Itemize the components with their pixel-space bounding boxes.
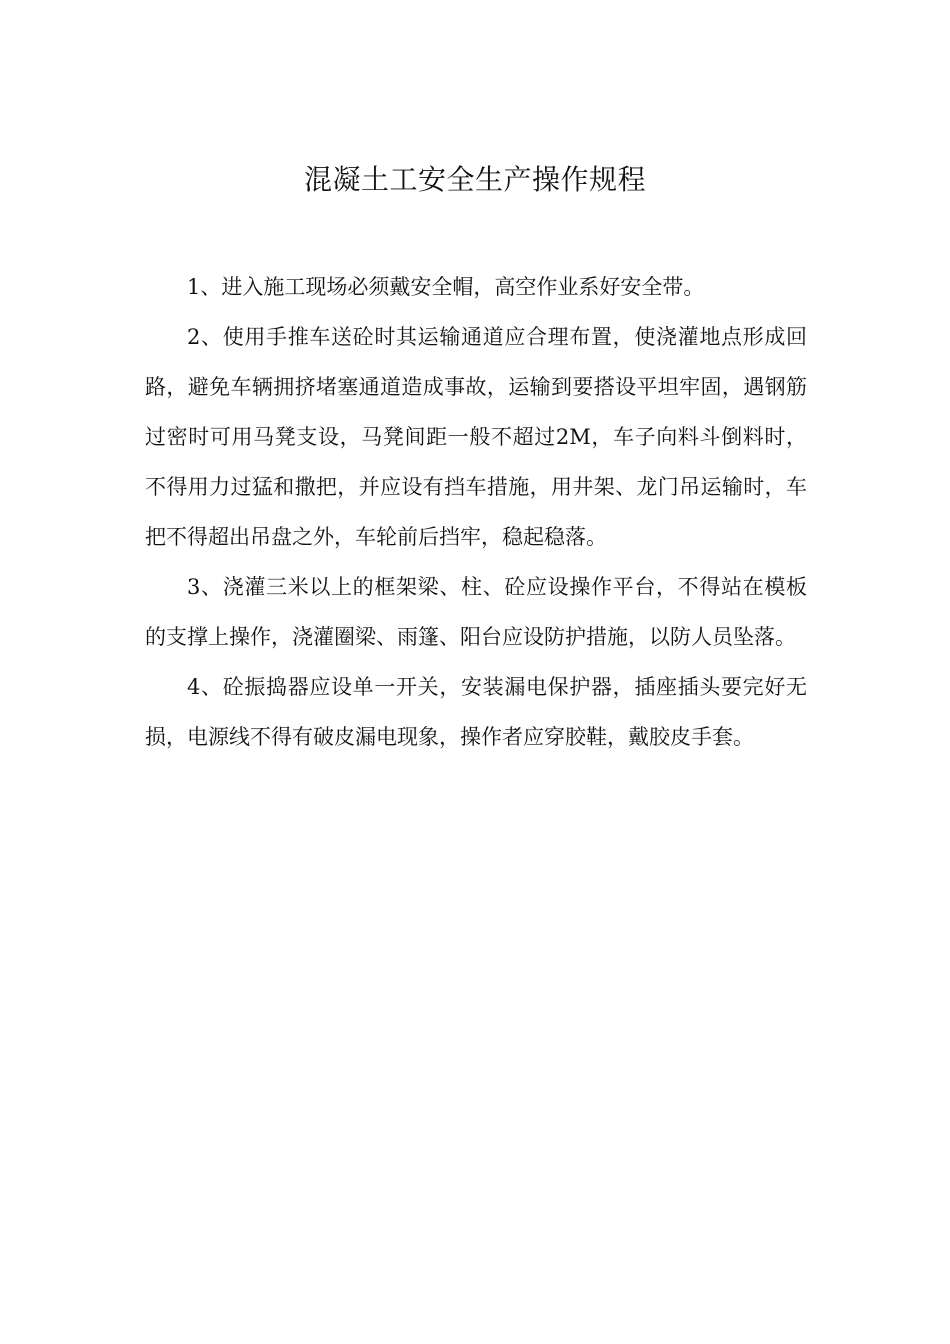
document-body [145, 262, 807, 762]
paragraph-2: 2、使用手推车送砼时其运输通道应合理布置，使浇灌地点形成回路，避免车辆拥挤堵塞通道造成事故，运输到要搭设平坦牢固，遇钢筋过密时可用马凳支设，马凳间距一般不超过2M，车子向料斗倒料时，不得用力过猛和撒把，并应设有挡车措施，用井架、龙门吊运输时，车把不得超出吊盘之外，车轮前后挡牢，稳起稳落。 [145, 325, 807, 549]
paragraph-3: 3、浇灌三米以上的框架梁、柱、砼应设操作平台，不得站在模板的支撑上操作，浇灌圈梁、雨篷、阳台应设防护措施，以防人员坠落。 [145, 575, 807, 649]
paragraph-4: 4、砼振捣器应设单一开关，安装漏电保护器，插座插头要完好无损，电源线不得有破皮漏电现象，操作者应穿胶鞋，戴胶皮手套。 [145, 675, 807, 749]
document-title: 混凝土工安全生产操作规程 [303, 163, 646, 196]
paragraph-1: 1、进入施工现场必须戴安全帽，高空作业系好安全带。 [187, 275, 705, 299]
